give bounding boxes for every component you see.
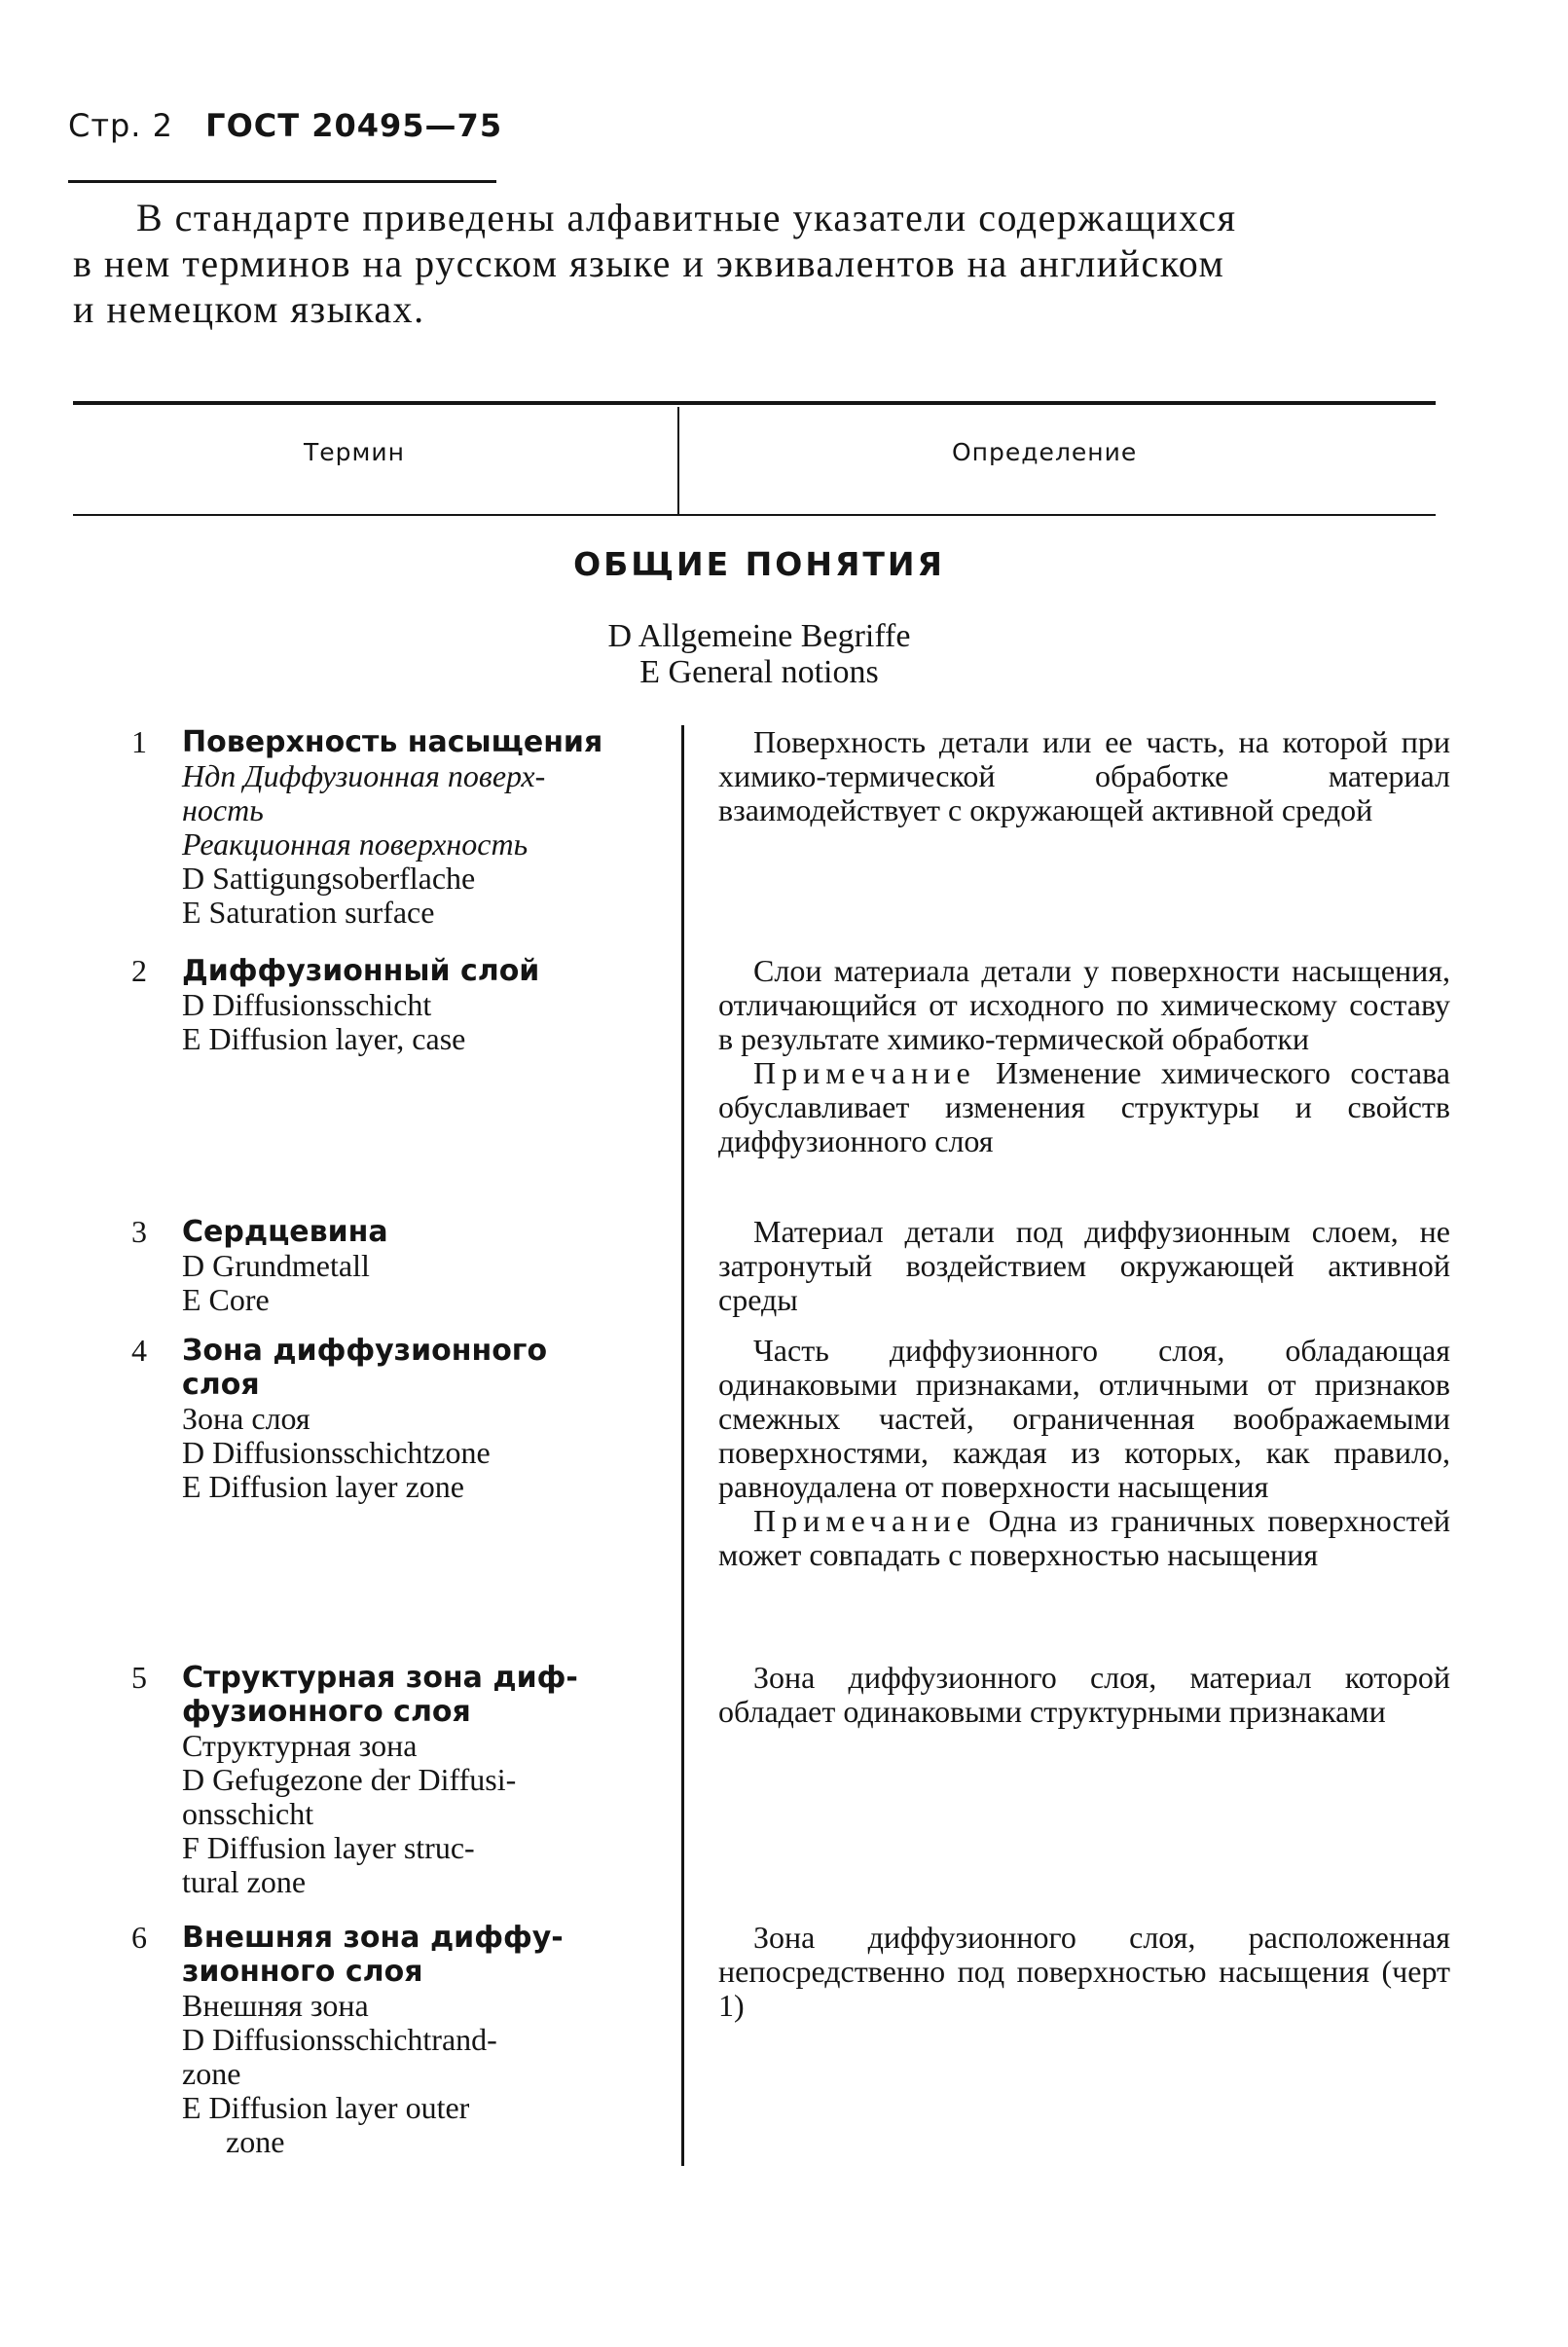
term-equivalent: D Diffusionsschichtrand-: [182, 2022, 497, 2057]
term-number: 2: [131, 953, 147, 988]
term-body: [182, 954, 676, 1056]
section-equivalents: [0, 618, 1518, 690]
term-entry: [131, 1921, 676, 2159]
table-top-rule: [73, 401, 1436, 405]
term-equivalent: zone: [226, 2124, 285, 2159]
term-entry: [131, 725, 676, 930]
column-header-definition: Определение: [952, 438, 1138, 466]
term-entry: [131, 954, 676, 1056]
note-label: Примечание: [753, 1055, 976, 1090]
definition-text: Зона диффузионного слоя, расположенная непосредственно под поверхностью насыщения (черт 1): [718, 1920, 1450, 2023]
term-definition: [718, 1215, 1450, 1317]
term-number: 1: [131, 724, 147, 759]
definition-text: Зона диффузионного слоя, материал которой обладает одинаковыми структурными признаками: [718, 1660, 1450, 1729]
term-entry: [131, 1215, 676, 1317]
definition-text: Поверхность детали или ее часть, на которой при химико-термической обработке материал взаимодействует с окружающей активной средой: [718, 724, 1450, 827]
term-equivalent: zone: [182, 2056, 241, 2091]
term-equivalent: F Diffusion layer struc-: [182, 1830, 475, 1865]
term-equivalent: tural zone: [182, 1864, 307, 1899]
definition-text: Часть диффузионного слоя, обладающая одинаковыми признаками, отличными от признаков смежных частей, ограниченная воображаемыми поверхностями, каждая из которых, как правило, равноудалена от поверхности насыщения: [718, 1333, 1450, 1504]
term-body: [182, 1334, 676, 1504]
term-name: Внешняя зона диффу-: [182, 1921, 564, 1955]
term-name: Сердцевина: [182, 1215, 388, 1249]
page-header: [68, 107, 502, 144]
column-divider: [681, 725, 684, 2166]
term-name: Структурная зона диф-: [182, 1661, 578, 1695]
intro-paragraph: [73, 195, 1436, 332]
header-divider: [677, 407, 679, 514]
term-equivalent: D Diffusionsschichtzone: [182, 1435, 491, 1470]
term-equivalent: D Sattigungsoberflache: [182, 861, 476, 896]
intro-line: в нем терминов на русском языке и эквивалентов на английском: [73, 241, 1225, 285]
term-equivalent: E Diffusion layer outer: [182, 2090, 470, 2125]
term-definition: [718, 725, 1450, 827]
section-de: D Allgemeine Begriffe: [607, 618, 911, 654]
term-name: слоя: [182, 1368, 260, 1402]
term-synonym: Реакционная поверхность: [182, 826, 529, 862]
term-body: [182, 725, 676, 930]
term-name: Диффузионный слой: [182, 954, 540, 988]
term-equivalent: Структурная зона: [182, 1728, 418, 1763]
table-header-rule: [73, 514, 1436, 516]
term-equivalent: D Gefugezone der Diffusi-: [182, 1762, 517, 1797]
term-body: [182, 1215, 676, 1317]
note-text: Изменение химического состава обуславливает изменения структуры и свойств диффузионного слоя: [718, 1055, 1450, 1158]
section-title: ОБЩИЕ ПОНЯТИЯ: [573, 545, 945, 583]
note-text: Одна из граничных поверхностей может совпадать с поверхностью насыщения: [718, 1503, 1450, 1572]
note-label: Примечание: [753, 1503, 976, 1538]
term-definition: [718, 1334, 1450, 1572]
term-equivalent: E Diffusion layer zone: [182, 1469, 464, 1504]
term-synonym: Ндп Диффузионная поверх-: [182, 758, 546, 793]
term-number: 4: [131, 1333, 147, 1368]
term-synonym: ность: [182, 792, 264, 827]
page-number: Стр. 2: [68, 107, 173, 144]
section-en: E General notions: [639, 654, 879, 690]
definition-text: Слои материала детали у поверхности насыщения, отличающийся от исходного по химическому составу в результате химико-термической обработки: [718, 953, 1450, 1056]
term-name: Зона диффузионного: [182, 1334, 548, 1368]
term-equivalent: onsschicht: [182, 1796, 314, 1831]
definition-text: Материал детали под диффузионным слоем, не затронутый воздействием окружающей активной среды: [718, 1214, 1450, 1317]
column-header-term: Термин: [304, 438, 405, 466]
intro-line: В стандарте приведены алфавитные указатели содержащихся: [136, 196, 1237, 239]
term-name: зионного слоя: [182, 1955, 423, 1989]
term-equivalent: E Saturation surface: [182, 895, 435, 930]
term-equivalent: Зона слоя: [182, 1401, 310, 1436]
standard-number: ГОСТ 20495—75: [205, 107, 503, 144]
intro-line: и немецком языках.: [73, 287, 425, 331]
term-number: 5: [131, 1660, 147, 1695]
definition-note: [718, 1504, 1450, 1572]
term-number: 6: [131, 1920, 147, 1955]
term-name: Поверхность насыщения: [182, 725, 603, 759]
term-entry: [131, 1661, 676, 1899]
definition-note: [718, 1056, 1450, 1158]
term-number: 3: [131, 1214, 147, 1249]
term-definition: [718, 954, 1450, 1158]
term-entry: [131, 1334, 676, 1504]
term-definition: [718, 1661, 1450, 1729]
term-equivalent: D Grundmetall: [182, 1248, 370, 1283]
term-equivalent: E Core: [182, 1282, 270, 1317]
term-equivalent: D Diffusionsschicht: [182, 987, 432, 1022]
term-equivalent: Внешняя зона: [182, 1988, 369, 2023]
term-body: [182, 1661, 676, 1899]
term-definition: [718, 1921, 1450, 2023]
term-body: [182, 1921, 676, 2159]
term-equivalent: E Diffusion layer, case: [182, 1021, 466, 1056]
term-name: фузионного слоя: [182, 1695, 471, 1729]
header-rule: [68, 180, 496, 183]
